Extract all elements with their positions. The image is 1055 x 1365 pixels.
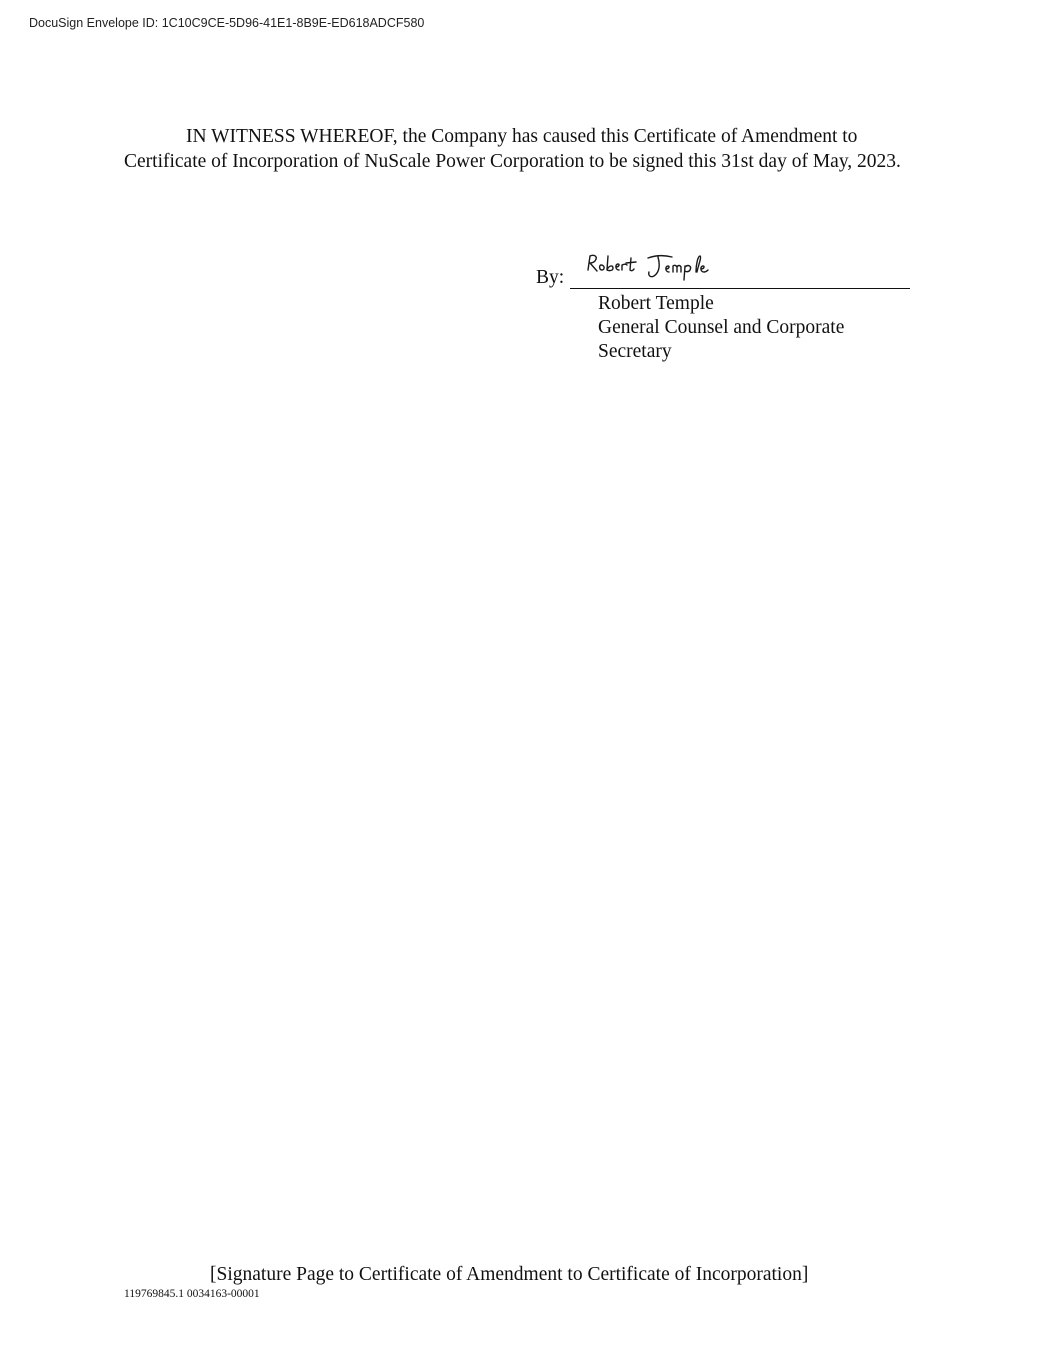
witness-paragraph: IN WITNESS WHEREOF, the Company has caused this Certificate of Amendment to Certificate of Incorporation of NuScale Power Corporation to be signed this 31st day of May, 2023. <box>124 126 901 172</box>
signer-name: Robert Temple <box>598 293 714 314</box>
signature-page-caption: [Signature Page to Certificate of Amendment to Certificate of Incorporation] <box>210 1264 809 1285</box>
signer-title-line2: Secretary <box>598 341 672 362</box>
signature-line <box>570 288 910 289</box>
by-label: By: <box>536 267 565 288</box>
signer-title-line1: General Counsel and Corporate <box>598 317 845 338</box>
docusign-envelope-id: DocuSign Envelope ID: 1C10C9CE-5D96-41E1-8B9E-ED618ADCF580 <box>29 16 425 30</box>
signer-block <box>598 292 898 364</box>
document-number: 119769845.1 0034163-00001 <box>124 1288 260 1300</box>
handwritten-signature <box>586 250 746 284</box>
